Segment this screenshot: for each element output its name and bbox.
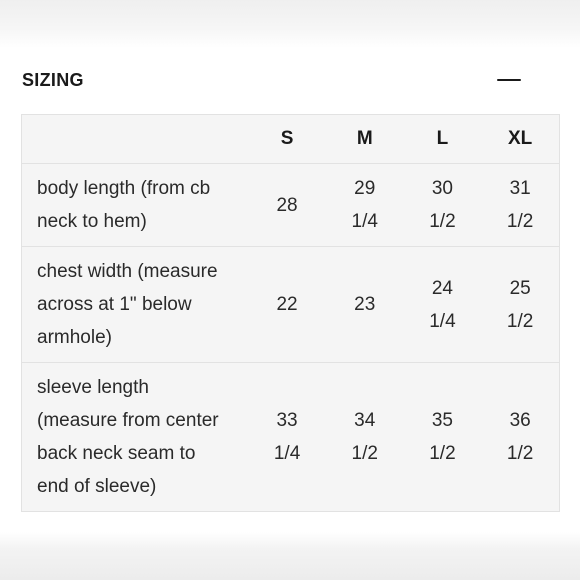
table-row (22, 164, 560, 247)
table-row (22, 247, 560, 363)
label-line: sleeve length (37, 377, 149, 398)
bottom-background (0, 532, 580, 580)
column-header-xl: XL (481, 115, 559, 164)
value-cell (404, 164, 482, 247)
value-fraction: 1/2 (506, 443, 534, 464)
label-line: (measure from center (37, 410, 219, 431)
value-whole: 28 (276, 194, 298, 216)
table-row (22, 363, 560, 512)
value-cell (326, 164, 404, 247)
label-line: chest width (measure (37, 261, 218, 282)
row-label-chest-width (22, 247, 249, 363)
value-cell (326, 363, 404, 512)
value-whole: 29 (354, 178, 376, 199)
top-background (0, 0, 580, 48)
size-chart-table (21, 114, 560, 512)
value-cell (326, 247, 404, 363)
value-whole: 31 (509, 178, 531, 199)
row-label-sleeve-length (22, 363, 249, 512)
value-cell (404, 363, 482, 512)
value-fraction: 1/2 (506, 211, 534, 232)
value-cell (248, 164, 326, 247)
value-fraction: 1/2 (429, 211, 456, 232)
label-line: neck to hem) (37, 211, 147, 232)
section-title: SIZING (22, 69, 84, 90)
column-header-m: M (326, 115, 404, 164)
value-whole: 36 (509, 410, 531, 431)
value-fraction: 1/2 (429, 443, 456, 464)
value-fraction: 1/4 (429, 310, 456, 332)
table-header-row (22, 115, 560, 164)
value-cell (481, 164, 559, 247)
value-whole: 23 (354, 294, 376, 315)
value-whole: 24 (431, 277, 453, 299)
label-line: armhole) (37, 327, 112, 348)
value-cell (481, 363, 559, 512)
value-cell (481, 247, 559, 363)
value-fraction: 1/4 (273, 443, 301, 464)
value-whole: 35 (431, 410, 453, 431)
value-whole: 30 (431, 178, 453, 199)
header-corner-cell (22, 115, 249, 164)
value-whole: 25 (509, 277, 531, 299)
label-line: across at 1" below (37, 294, 192, 315)
value-cell (404, 247, 482, 363)
value-fraction: 1/2 (506, 310, 534, 332)
value-whole: 33 (276, 410, 298, 431)
value-fraction: 1/2 (351, 443, 378, 464)
value-cell (248, 247, 326, 363)
row-label-body-length (22, 164, 249, 247)
collapse-button[interactable] (496, 67, 522, 93)
value-whole: 34 (354, 410, 376, 431)
value-fraction: 1/4 (351, 211, 378, 232)
label-line: body length (from cb (37, 178, 211, 199)
column-header-l: L (404, 115, 482, 164)
column-header-s: S (248, 115, 326, 164)
sizing-section-header[interactable] (22, 62, 522, 98)
value-whole: 22 (276, 294, 298, 315)
label-line: back neck seam to (37, 443, 196, 464)
label-line: end of sleeve) (37, 476, 157, 497)
value-cell (248, 363, 326, 512)
minus-icon (497, 79, 521, 82)
